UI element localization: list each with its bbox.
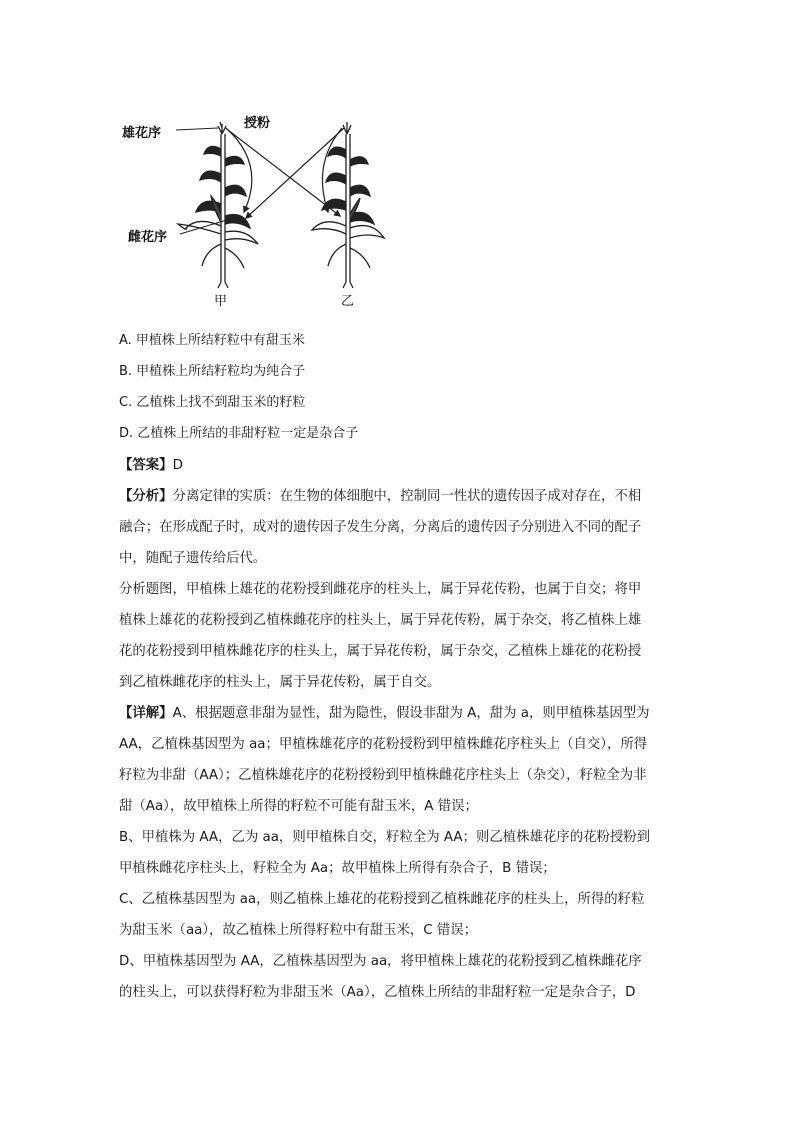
detail-line: 甲植株雌花序柱头上，籽粒全为 Aa；故甲植株上所得有杂合子，B 错误； (119, 861, 556, 876)
pollination-label: 授粉 (244, 116, 271, 131)
detail-paragraph (119, 698, 675, 1008)
male-inflorescence-label: 雄花序 (122, 126, 162, 141)
analysis-line: 中，随配子遗传给后代。 (119, 551, 267, 566)
option-d: D. 乙植株上所结的非甜籽粒一定是杂合子 (119, 426, 359, 441)
analysis-line: 植株上雄花的花粉授到乙植株雌花序的柱头上，属于异花传粉，属于杂交，将乙植株上雄 (119, 613, 642, 628)
option-a: A. 甲植株上所结籽粒中有甜玉米 (119, 333, 305, 348)
detail-line: 为甜玉米（aa），故乙植株上所得籽粒中有甜玉米，C 错误； (119, 923, 478, 938)
analysis-line: 分离定律的实质：在生物的体细胞中，控制同一性状的遗传因子成对存在，不相 (172, 489, 642, 504)
plant-a-label: 甲 (214, 294, 228, 309)
analysis-line: 融合；在形成配子时，成对的遗传因子发生分离，分离后的遗传因子分别进入不同的配子 (119, 520, 642, 535)
detail-line: B、甲植株为 AA，乙为 aa，则甲植株自交，籽粒全为 AA；则乙植株雄花序的花粉授粉到 (119, 830, 651, 845)
analysis-line: 花的花粉授到甲植株雌花序的柱头上，属于异花传粉，属于杂交，乙植株上雄花的花粉授 (119, 644, 642, 659)
corn-plants-illustration (118, 104, 418, 314)
detail-line: 甜（Aa），故甲植株上所得的籽粒不可能有甜玉米，A 错误； (119, 799, 478, 814)
detail-line: D、甲植株基因型为 AA，乙植株基因型为 aa，将甲植株上雄花的花粉授到乙植株雌花序 (119, 954, 642, 969)
detail-line: A、根据题意非甜为显性，甜为隐性，假设非甜为 A，甜为 a，则甲植株基因型为 (172, 706, 650, 721)
analysis-paragraph (119, 481, 675, 698)
corn-pollination-figure (118, 104, 418, 314)
analysis-line: 分析题图，甲植株上雄花的花粉授到雌花序的柱头上，属于异花传粉，也属于自交；将甲 (119, 582, 642, 597)
answer-tag: 【答案】 (119, 458, 173, 473)
detail-tag: 【详解】 (119, 706, 173, 721)
pollination-arrows (226, 128, 344, 218)
plant-a-drawing (178, 122, 258, 288)
detail-line: 籽粒为非甜（AA）；乙植株雄花序的花粉授粉到甲植株雌花序柱头上（杂交），籽粒全为非 (119, 768, 647, 783)
option-b: B. 甲植株上所结籽粒均为纯合子 (119, 364, 306, 379)
female-inflorescence-label: 雌花序 (128, 230, 168, 245)
plant-b-label: 乙 (341, 294, 355, 309)
answer-value: D (172, 458, 183, 473)
detail-line: 的柱头上，可以获得籽粒为非甜玉米（Aa），乙植株上所结的非甜籽粒一定是杂合子，D (119, 985, 636, 1000)
option-c: C. 乙植株上找不到甜玉米的籽粒 (119, 395, 306, 410)
detail-line: AA，乙植株基因型为 aa；甲植株雄花序的花粉授粉到甲植株雌花序柱头上（自交），所得 (119, 737, 648, 752)
analysis-line: 到乙植株雌花序的柱头上，属于异花传粉，属于自交。 (119, 675, 441, 690)
detail-line: C、乙植株基因型为 aa，则乙植株上雄花的花粉授到乙植株雌花序的柱头上，所得的籽粒 (119, 892, 645, 907)
analysis-tag: 【分析】 (119, 489, 173, 504)
answer-paragraph (119, 450, 675, 481)
